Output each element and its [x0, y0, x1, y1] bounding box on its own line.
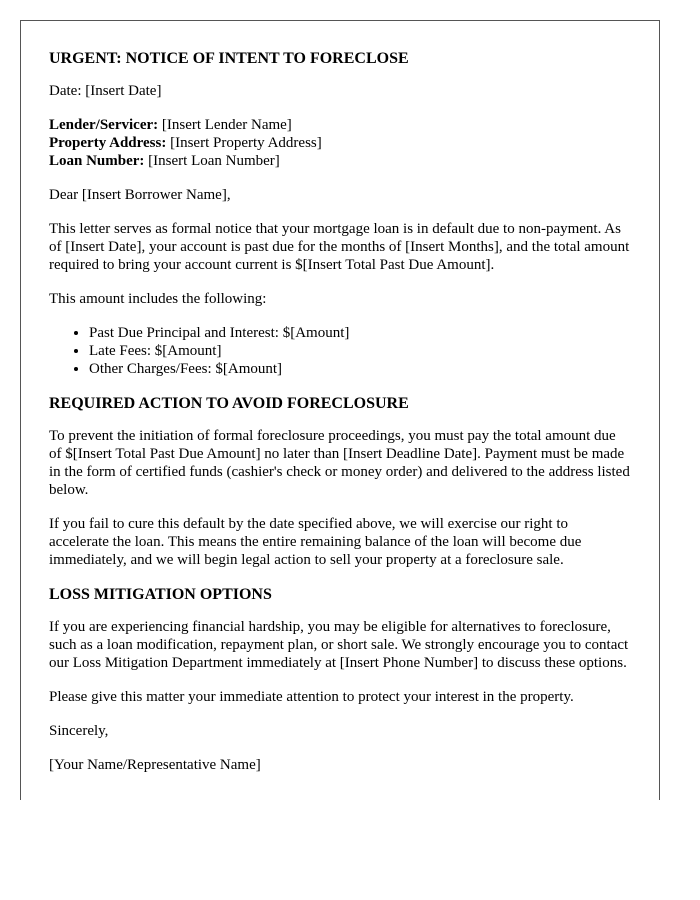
required-action-paragraph-1: To prevent the initiation of formal foreclosure proceedings, you must pay the total amount due of $[Insert Total Past Due Amount] no later than [Insert Deadline Date]. Payment must be made in the form of certified funds (cashier's check or money order) and delivered to the address listed below. — [49, 428, 630, 498]
lender-label: Lender/Servicer: — [49, 117, 159, 133]
required-action-heading: REQUIRED ACTION TO AVOID FORECLOSURE — [49, 395, 409, 412]
lender-field — [49, 116, 631, 134]
intro-paragraph: This letter serves as formal notice that your mortgage loan is in default due to non-payment. As of [Insert Date], your account is past due for the months of [Insert Months], and the total amount required to bring your account current is $[Insert Total Past Due Amount]. — [49, 221, 630, 273]
loan-number-value: [Insert Loan Number] — [144, 153, 280, 169]
property-address-label: Property Address: — [49, 135, 167, 151]
property-address-value: [Insert Property Address] — [166, 135, 322, 151]
signature-line: [Your Name/Representative Name] — [49, 757, 261, 773]
date-line: Date: [Insert Date] — [49, 83, 162, 99]
loan-number-label: Loan Number: — [49, 153, 145, 169]
includes-line: This amount includes the following: — [49, 291, 267, 307]
letter-page — [20, 20, 660, 800]
loss-mitigation-heading: LOSS MITIGATION OPTIONS — [49, 586, 272, 603]
salutation: Dear [Insert Borrower Name], — [49, 187, 231, 203]
letter-title: URGENT: NOTICE OF INTENT TO FORECLOSE — [49, 50, 409, 67]
signoff: Sincerely, — [49, 723, 109, 739]
property-address-field — [49, 134, 631, 152]
letter-content — [21, 21, 659, 774]
list-item: • Late Fees: $[Amount] — [89, 342, 631, 360]
list-item: • Past Due Principal and Interest: $[Amount] — [89, 324, 631, 342]
closing-paragraph: Please give this matter your immediate attention to protect your interest in the property. — [49, 689, 574, 705]
lender-value: [Insert Lender Name] — [158, 117, 292, 133]
required-action-paragraph-2: If you fail to cure this default by the date specified above, we will exercise our right to accelerate the loan. This means the entire remaining balance of the loan will become due immediately, and we will begin legal action to sell your property at a foreclosure sale. — [49, 516, 582, 568]
loan-number-field — [49, 152, 631, 170]
loss-mitigation-paragraph: If you are experiencing financial hardship, you may be eligible for alternatives to foreclosure, such as a loan modification, repayment plan, or short sale. We strongly encourage you to contact our Loss Mitigation Department immediately at [Insert Phone Number] to discuss these options. — [49, 619, 629, 671]
loan-details — [49, 116, 631, 170]
list-item: • Other Charges/Fees: $[Amount] — [89, 360, 631, 378]
charges-list — [49, 324, 631, 378]
